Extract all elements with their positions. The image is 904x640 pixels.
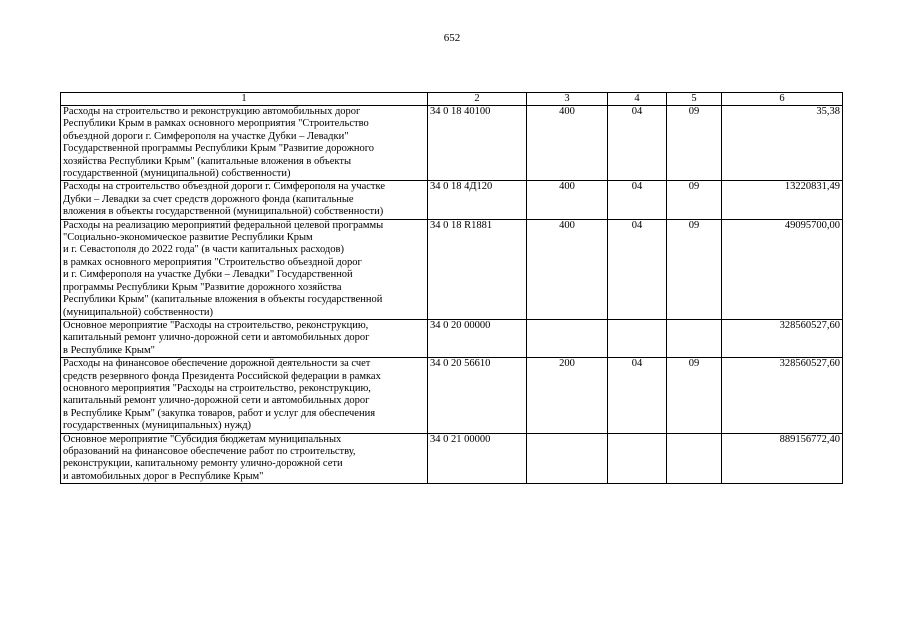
section-code: 04 bbox=[608, 358, 667, 433]
expense-type: 400 bbox=[527, 181, 608, 219]
column-header: 5 bbox=[667, 93, 722, 106]
target-code: 34 0 21 00000 bbox=[428, 433, 527, 484]
section-code bbox=[608, 319, 667, 357]
row-description: Расходы на реализацию мероприятий федеральной целевой программы "Социально-экономическое развитие Республики Крым и г. Севастополя до 2022 года" (в части капитальных расходов) в рамках основного мероприятия "Строительство объездной дорог и г. Симферополя на участке Дубки – Левадки" Государственной программы Республики Крым "Развитие дорожного хозяйства Республики Крым" (капитальные вложения в объекты государственной (муниципальной) собственности) bbox=[61, 219, 428, 319]
table-row bbox=[61, 106, 843, 181]
column-header: 4 bbox=[608, 93, 667, 106]
column-header: 3 bbox=[527, 93, 608, 106]
expense-type: 400 bbox=[527, 219, 608, 319]
subsection-code: 09 bbox=[667, 358, 722, 433]
subsection-code bbox=[667, 319, 722, 357]
amount: 49095700,00 bbox=[722, 219, 843, 319]
subsection-code bbox=[667, 433, 722, 484]
amount: 35,38 bbox=[722, 106, 843, 181]
row-description: Расходы на строительство и реконструкцию автомобильных дорог Республики Крым в рамках основного мероприятия "Строительство объездной дороги г. Симферополя на участке Дубки – Левадки" Государственной программы Республики Крым "Развитие дорожного хозяйства Республики Крым" (капитальные вложения в объекты государственной (муниципальной) собственности) bbox=[61, 106, 428, 181]
table-row bbox=[61, 358, 843, 433]
amount: 328560527,60 bbox=[722, 319, 843, 357]
budget-table bbox=[60, 92, 843, 484]
section-code: 04 bbox=[608, 181, 667, 219]
subsection-code: 09 bbox=[667, 219, 722, 319]
table-row bbox=[61, 319, 843, 357]
section-code: 04 bbox=[608, 219, 667, 319]
column-header: 6 bbox=[722, 93, 843, 106]
amount: 13220831,49 bbox=[722, 181, 843, 219]
amount: 889156772,40 bbox=[722, 433, 843, 484]
header-row bbox=[61, 93, 843, 106]
column-header: 1 bbox=[61, 93, 428, 106]
row-description: Расходы на финансовое обеспечение дорожной деятельности за счет средств резервного фонда Президента Российской федерации в рамках основного мероприятия "Расходы на строительство, реконструкцию, капитальный ремонт улично-дорожной сети и автомобильных дорог в Республике Крым" (закупка товаров, работ и услуг для обеспечения государственных (муниципальных) нужд) bbox=[61, 358, 428, 433]
expense-type: 200 bbox=[527, 358, 608, 433]
target-code: 34 0 18 4Д120 bbox=[428, 181, 527, 219]
row-description: Основное мероприятие "Субсидия бюджетам муниципальных образований на финансовое обеспечение работ по строительству, реконструкции, капитальному ремонту улично-дорожной сети и автомобильных дорог в Республике Крым" bbox=[61, 433, 428, 484]
target-code: 34 0 20 56610 bbox=[428, 358, 527, 433]
target-code: 34 0 18 40100 bbox=[428, 106, 527, 181]
table-row bbox=[61, 433, 843, 484]
column-header: 2 bbox=[428, 93, 527, 106]
page-number: 652 bbox=[443, 32, 461, 44]
subsection-code: 09 bbox=[667, 181, 722, 219]
section-code: 04 bbox=[608, 106, 667, 181]
row-description: Основное мероприятие "Расходы на строительство, реконструкцию, капитальный ремонт улично-дорожной сети и автомобильных дорог в Республике Крым" bbox=[61, 319, 428, 357]
row-description: Расходы на строительство объездной дороги г. Симферополя на участке Дубки – Левадки за счет средств дорожного фонда (капитальные вложения в объекты государственной (муниципальной) собственности) bbox=[61, 181, 428, 219]
expense-type bbox=[527, 433, 608, 484]
section-code bbox=[608, 433, 667, 484]
table-row bbox=[61, 181, 843, 219]
expense-type bbox=[527, 319, 608, 357]
target-code: 34 0 18 R1881 bbox=[428, 219, 527, 319]
target-code: 34 0 20 00000 bbox=[428, 319, 527, 357]
amount: 328560527,60 bbox=[722, 358, 843, 433]
expense-type: 400 bbox=[527, 106, 608, 181]
table-row bbox=[61, 219, 843, 319]
subsection-code: 09 bbox=[667, 106, 722, 181]
